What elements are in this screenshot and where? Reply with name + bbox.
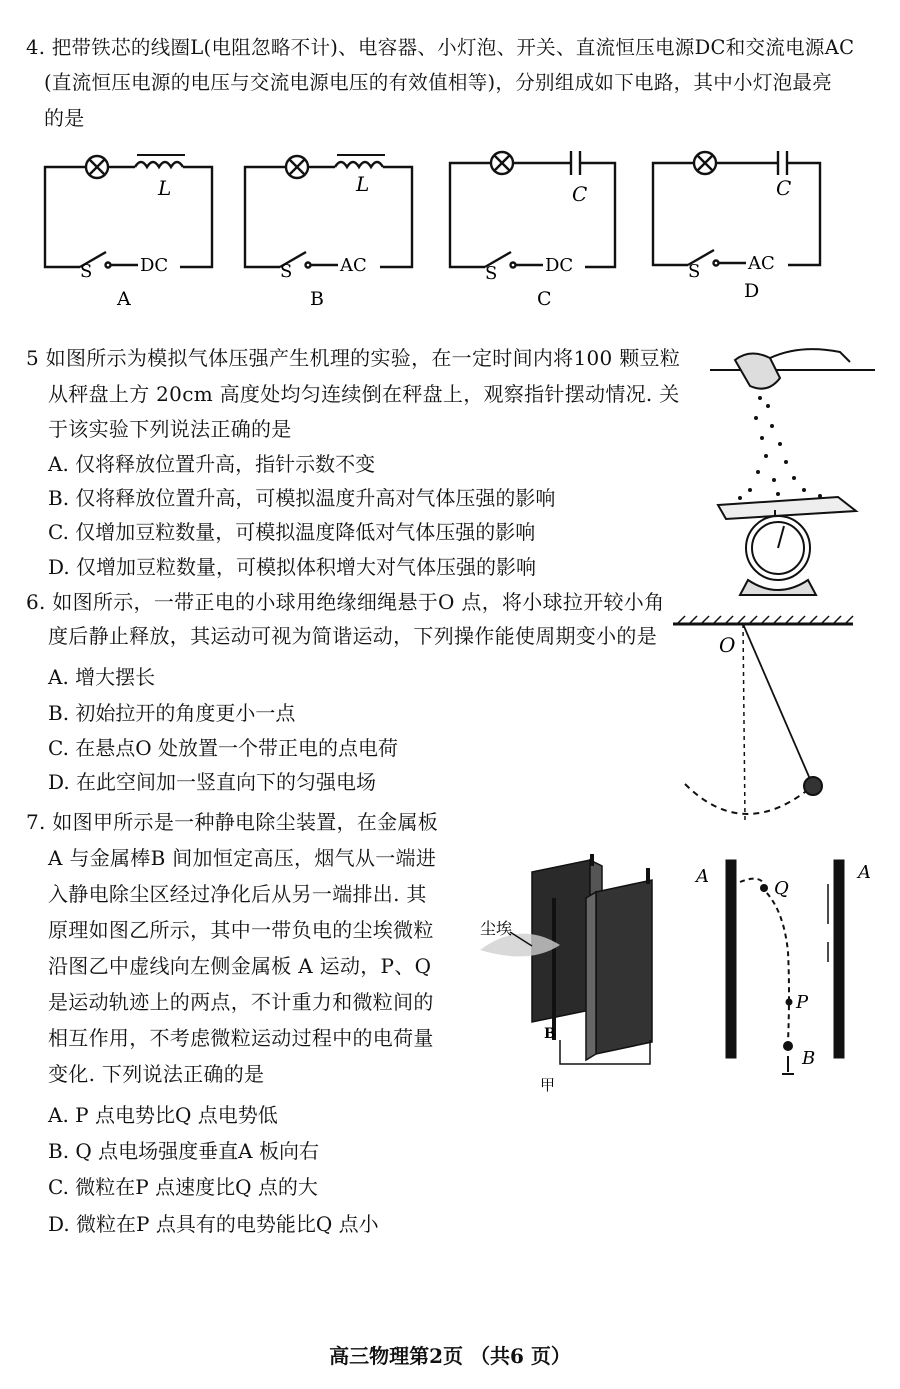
q7-option-a: A. P 点电势比Q 点电势低 [48, 1103, 278, 1127]
q7-option-d: D. 微粒在P 点具有的电势能比Q 点小 [48, 1212, 379, 1236]
q7-yi-plate-right: A [858, 862, 871, 883]
q7-line-2: A 与金属棒B 间加恒定高压，烟气从一端进 [48, 846, 437, 870]
q5-line-2: 从秤盘上方 20cm 高度处均匀连续倒在秤盘上，观察指针摆动情况. 关 [48, 382, 680, 406]
q4-d-source: AC [748, 253, 775, 274]
q7-yi-plate-left: A [696, 866, 709, 887]
q5-option-c: C. 仅增加豆粒数量，可模拟温度降低对气体压强的影响 [48, 520, 536, 544]
q4-a-switch: S [80, 261, 93, 282]
q5-line-3: 于该实验下列说法正确的是 [48, 417, 292, 441]
q7-figure-yi [690, 852, 890, 1092]
q4-d-label: D [744, 280, 760, 302]
q4-a-component: L [158, 176, 172, 200]
q7-yi-point-p: P [796, 992, 809, 1013]
page-footer: 高三物理第2页 （共6 页） [329, 1344, 571, 1368]
q6-point-o: O [719, 633, 736, 657]
q5-line-1: 5 如图所示为模拟气体压强产生机理的实验，在一定时间内将100 颗豆粒 [26, 346, 681, 370]
q6-option-d: D. 在此空间加一竖直向下的匀强电场 [48, 770, 377, 794]
q7-line-7: 相互作用，不考虑微粒运动过程中的电荷量 [48, 1026, 434, 1050]
q7-line-3: 入静电除尘区经过净化后从另一端排出. 其 [48, 882, 427, 906]
q7-option-b: B. Q 点电场强度垂直A 板向右 [48, 1139, 319, 1163]
q7-figure-jia [470, 840, 680, 1100]
q6-option-b: B. 初始拉开的角度更小一点 [48, 701, 296, 725]
q7-jia-caption: 甲 [540, 1076, 556, 1094]
q7-line-5: 沿图乙中虚线向左侧金属板 A 运动，P、Q [48, 954, 432, 978]
q4-d-component: C [776, 176, 792, 200]
q4-line-2: (直流恒压电源的电压与交流电源电压的有效值相等)，分别组成如下电路，其中小灯泡最亮 [44, 71, 833, 94]
q4-b-switch: S [280, 261, 293, 282]
q5-option-d: D. 仅增加豆粒数量，可模拟体积增大对气体压强的影响 [48, 555, 537, 579]
q4-circuit-b [240, 145, 420, 315]
q7-line-1: 7. 如图甲所示是一种静电除尘装置，在金属板 [26, 810, 439, 834]
q4-c-switch: S [485, 263, 498, 284]
q4-c-source: DC [545, 255, 574, 276]
q4-line-3: 的是 [44, 106, 85, 130]
q4-line-1: 4. 把带铁芯的线圈L(电阻忽略不计)、电容器、小灯泡、开关、直流恒压电源DC和交流电源AC [26, 36, 855, 59]
q4-d-switch: S [688, 261, 701, 282]
q6-line-1: 6. 如图所示，一带正电的小球用绝缘细绳悬于O 点，将小球拉开较小角 [26, 590, 665, 614]
q4-b-source: AC [340, 255, 367, 276]
q4-b-component: L [356, 172, 370, 196]
q5-option-b: B. 仅将释放位置升高，可模拟温度升高对气体压强的影响 [48, 486, 556, 510]
q6-pendulum-figure [655, 612, 865, 832]
q6-option-c: C. 在悬点O 处放置一个带正电的点电荷 [48, 736, 399, 760]
q6-line-2: 度后静止释放，其运动可视为简谐运动，下列操作能使周期变小的是 [48, 624, 657, 648]
q7-line-4: 原理如图乙所示，其中一带负电的尘埃微粒 [48, 918, 434, 942]
q4-b-label: B [310, 288, 324, 310]
q4-c-label: C [537, 288, 552, 310]
q4-a-source: DC [140, 255, 169, 276]
q7-yi-point-q: Q [774, 878, 789, 899]
q6-option-a: A. 增大摆长 [48, 665, 156, 689]
q7-line-6: 是运动轨迹上的两点，不计重力和微粒间的 [48, 990, 434, 1014]
q4-circuit-a [40, 145, 220, 315]
q7-yi-rod-b: B [802, 1048, 816, 1069]
q7-jia-dust-label: 尘埃 [480, 919, 513, 938]
q4-c-component: C [572, 182, 588, 206]
q4-circuit-d [648, 145, 828, 315]
q7-line-8: 变化. 下列说法正确的是 [48, 1062, 265, 1086]
q4-circuit-c [445, 145, 625, 315]
q5-scale-figure [700, 340, 880, 600]
q7-option-c: C. 微粒在P 点速度比Q 点的大 [48, 1175, 318, 1199]
q4-a-label: A [117, 288, 131, 310]
q5-option-a: A. 仅将释放位置升高，指针示数不变 [48, 452, 376, 476]
q7-jia-rod-label: B [544, 1026, 556, 1042]
